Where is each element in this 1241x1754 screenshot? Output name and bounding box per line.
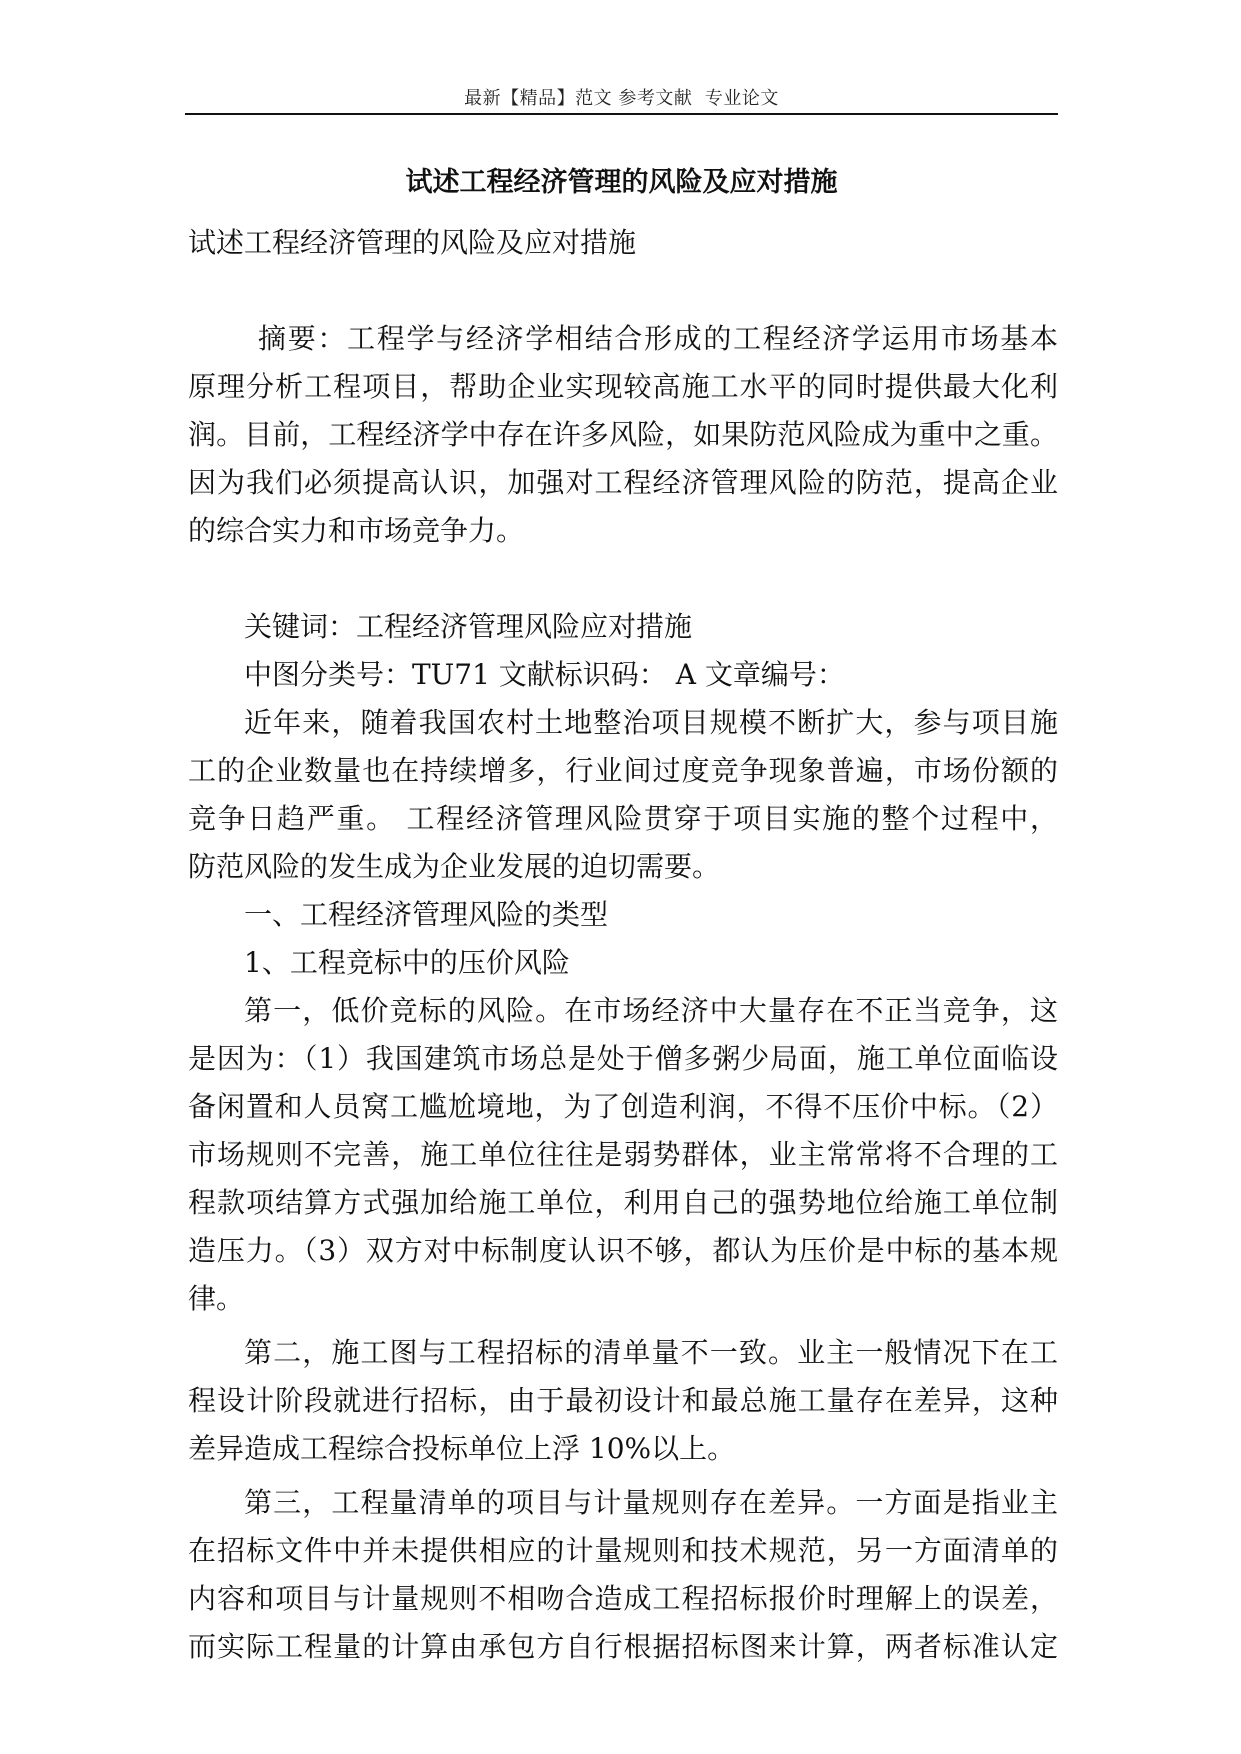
paragraph-line: 律。: [188, 1282, 245, 1315]
paragraph-line: 市场规则不完善，施工单位往往是弱势群体，业主常常将不合理的工: [188, 1138, 1058, 1171]
abstract-line: 的综合实力和市场竞争力。: [188, 514, 525, 547]
running-header: 最新【精品】范文 参考文献 专业论文: [464, 88, 779, 109]
paragraph-line: 是因为：（1）我国建筑市场总是处于僧多粥少局面，施工单位面临设: [188, 1042, 1058, 1075]
paragraph-line: 工的企业数量也在持续增多，行业间过度竞争现象普遍，市场份额的: [188, 754, 1058, 787]
paragraph-line: 而实际工程量的计算由承包方自行根据招标图来计算，两者标准认定: [188, 1630, 1058, 1663]
abstract-line: 因为我们必须提高认识，加强对工程经济管理风险的防范，提高企业: [188, 466, 1058, 499]
paragraph-line: 程设计阶段就进行招标，由于最初设计和最总施工量存在差异，这种: [188, 1384, 1058, 1417]
document-subtitle: 试述工程经济管理的风险及应对措施: [188, 226, 637, 259]
paragraph-line: 近年来，随着我国农村土地整治项目规模不断扩大，参与项目施: [244, 706, 1058, 739]
keywords-line: 关键词：工程经济管理风险应对措施: [244, 610, 693, 643]
paragraph-line: 程款项结算方式强加给施工单位，利用自己的强势地位给施工单位制: [188, 1186, 1058, 1219]
paragraph-line: 差异造成工程综合投标单位上浮 10%以上。: [188, 1432, 736, 1465]
document-body: [188, 219, 1058, 1671]
subsection-heading: 1、工程竞标中的压价风险: [244, 946, 570, 979]
paragraph-line: 防范风险的发生成为企业发展的迫切需要。: [188, 850, 721, 883]
paragraph-line: 备闲置和人员窝工尴尬境地，为了创造利润，不得不压价中标。（2）: [188, 1090, 1058, 1123]
paragraph-line: 竞争日趋严重。 工程经济管理风险贯穿于项目实施的整个过程中，: [188, 802, 1058, 835]
paragraph-line: 造压力。（3）双方对中标制度认识不够，都认为压价是中标的基本规: [188, 1234, 1058, 1267]
abstract-line: 原理分析工程项目，帮助企业实现较高施工水平的同时提供最大化利: [188, 370, 1058, 403]
document-title: 试述工程经济管理的风险及应对措施: [405, 167, 838, 198]
paragraph-line: 第二，施工图与工程招标的清单量不一致。业主一般情况下在工: [244, 1336, 1058, 1369]
section-heading: 一、工程经济管理风险的类型: [244, 898, 609, 931]
paragraph-line: 第三，工程量清单的项目与计量规则存在差异。一方面是指业主: [244, 1486, 1058, 1519]
abstract-line: 摘要：工程学与经济学相结合形成的工程经济学运用市场基本: [258, 322, 1058, 355]
abstract-line: 润。目前，工程经济学中存在许多风险，如果防范风险成为重中之重。: [188, 418, 1058, 451]
header-rule: [185, 113, 1058, 115]
classification-line: 中图分类号：TU71 文献标识码： A 文章编号：: [244, 658, 845, 691]
paragraph-line: 第一，低价竞标的风险。在市场经济中大量存在不正当竞争，这: [244, 994, 1058, 1027]
paragraph-line: 在招标文件中并未提供相应的计量规则和技术规范，另一方面清单的: [188, 1534, 1058, 1567]
paragraph-line: 内容和项目与计量规则不相吻合造成工程招标报价时理解上的误差，: [188, 1582, 1058, 1615]
